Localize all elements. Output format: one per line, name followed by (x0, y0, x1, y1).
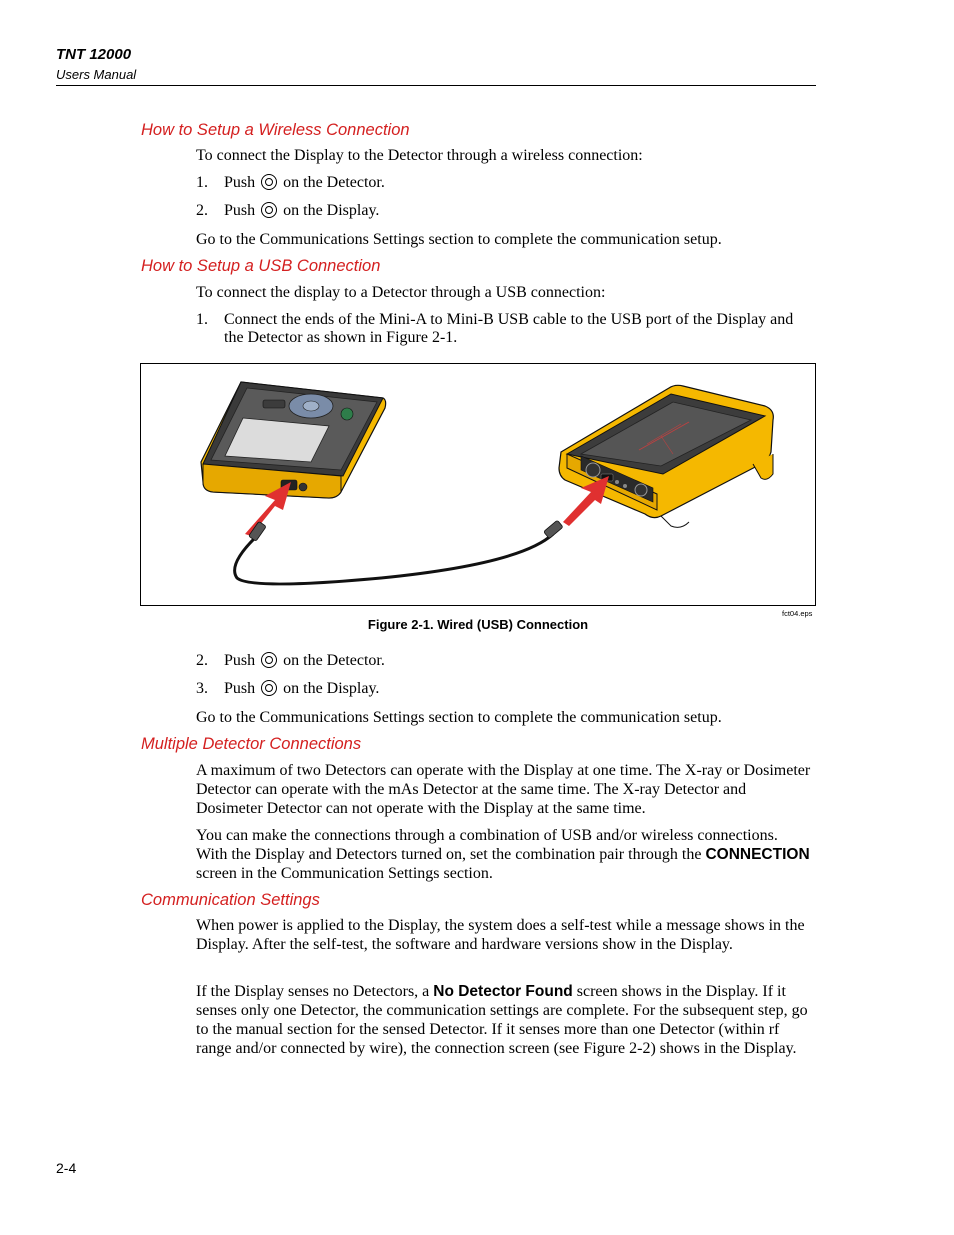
mini-b-connector (544, 520, 564, 538)
display-device (201, 382, 386, 498)
wireless-outro: Go to the Communications Settings section to complete the communication setup. (196, 231, 722, 248)
usb-connection-illustration (141, 364, 815, 605)
connection-screen-name: CONNECTION (705, 846, 810, 863)
manual-subtitle: Users Manual (56, 67, 137, 82)
figure-caption: Figure 2-1. Wired (USB) Connection (367, 617, 589, 632)
figure-file-tag: fct04.eps (782, 609, 813, 618)
no-detector-screen-name: No Detector Found (433, 983, 573, 1000)
header-rule (56, 85, 816, 86)
multiple-p1: A maximum of two Detectors can operate with the Display at one time. The X-ray or Dosimeter Detector can operate with the mAs Detector at the same time. The X-ray Detector and Dosimeter Detector can not operate with the Display at the same time. (196, 762, 811, 817)
heading-wireless: How to Setup a Wireless Connection (141, 121, 410, 139)
heading-multiple: Multiple Detector Connections (141, 735, 362, 753)
power-button-icon (261, 202, 277, 218)
usb-intro: To connect the display to a Detector through a USB connection: (196, 284, 606, 301)
page-number: 2-4 (56, 1160, 77, 1176)
usb-outro: Go to the Communications Settings section to complete the communication setup. (196, 709, 722, 726)
wireless-intro: To connect the Display to the Detector through a wireless connection: (196, 147, 643, 164)
heading-usb: How to Setup a USB Connection (141, 257, 381, 275)
figure-usb-connection (140, 363, 816, 606)
multiple-p2: You can make the connections through a combination of USB and/or wireless connections. With the Display and Detectors turned on, set the combination pair through the CONNECTION screen in the Communication Settings section. (196, 827, 810, 882)
comm-p1: When power is applied to the Display, the system does a self-test while a message shows in the Display. After the self-test, the software and hardware versions show in the Display. (196, 917, 805, 953)
heading-comm: Communication Settings (141, 891, 320, 909)
manual-title: TNT 12000 (56, 46, 132, 63)
power-button-icon (261, 680, 277, 696)
usb-cable (235, 534, 553, 584)
detector-device (559, 385, 773, 527)
comm-p2: If the Display senses no Detectors, a No Detector Found screen shows in the Display. If it senses only one Detector, the communication settings are complete. For the subsequent step, go to the manual section for the sensed Detector. If it senses more than one Detector (within rf range and/or connected by wire), the connection screen (see Figure 2-2) shows in the Display. (196, 983, 808, 1057)
power-button-icon (261, 652, 277, 668)
power-button-icon (261, 174, 277, 190)
